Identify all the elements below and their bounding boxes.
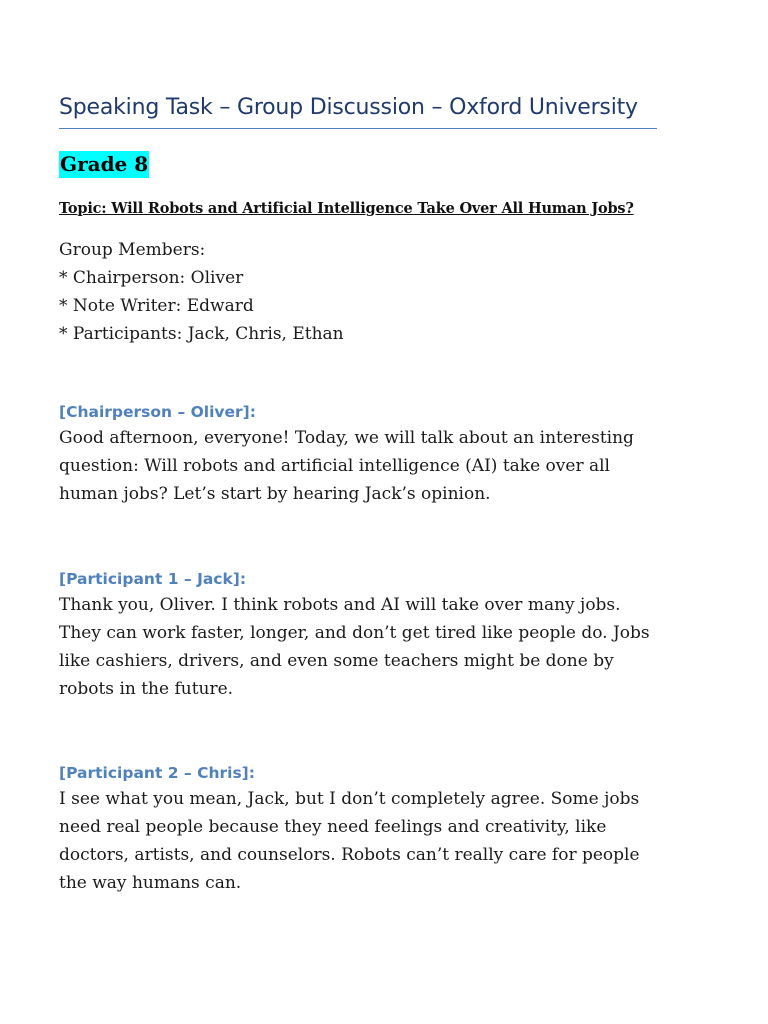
- grade-label: Grade 8: [60, 152, 149, 176]
- section-participant-1: [59, 570, 679, 703]
- speech-line: Thank you, Oliver. I think robots and AI will take over many jobs.: [59, 595, 621, 615]
- member-item: * Note Writer: Edward: [59, 296, 254, 316]
- speech-line: question: Will robots and artificial intelligence (AI) take over all: [59, 456, 610, 476]
- topic-heading: Topic: Will Robots and Artificial Intelligence Take Over All Human Jobs?: [59, 200, 634, 217]
- speaker-label: [Participant 1 – Jack]:: [59, 570, 247, 588]
- speaker-label: [Chairperson – Oliver]:: [59, 403, 256, 421]
- speech-text: [59, 424, 679, 508]
- speech-line: I see what you mean, Jack, but I don’t completely agree. Some jobs: [59, 789, 640, 809]
- section-chairperson: [59, 403, 679, 508]
- speech-line: the way humans can.: [59, 873, 242, 893]
- members-heading: Group Members:: [59, 240, 206, 260]
- member-item: * Chairperson: Oliver: [59, 268, 244, 288]
- speech-text: [59, 785, 679, 897]
- speech-line: like cashiers, drivers, and even some teachers might be done by: [59, 651, 614, 671]
- group-members: [59, 236, 344, 348]
- member-item: * Participants: Jack, Chris, Ethan: [59, 324, 344, 344]
- speaker-label: [Participant 2 – Chris]:: [59, 764, 255, 782]
- speech-line: doctors, artists, and counselors. Robots can’t really care for people: [59, 845, 640, 865]
- speech-line: need real people because they need feelings and creativity, like: [59, 817, 607, 837]
- document-title: Speaking Task – Group Discussion – Oxford University: [59, 95, 657, 129]
- speech-line: Good afternoon, everyone! Today, we will talk about an interesting: [59, 428, 634, 448]
- speech-line: human jobs? Let’s start by hearing Jack’s opinion.: [59, 484, 491, 504]
- speech-line: They can work faster, longer, and don’t get tired like people do. Jobs: [59, 623, 650, 643]
- speech-text: [59, 591, 679, 703]
- speech-line: robots in the future.: [59, 679, 234, 699]
- section-participant-2: [59, 764, 679, 897]
